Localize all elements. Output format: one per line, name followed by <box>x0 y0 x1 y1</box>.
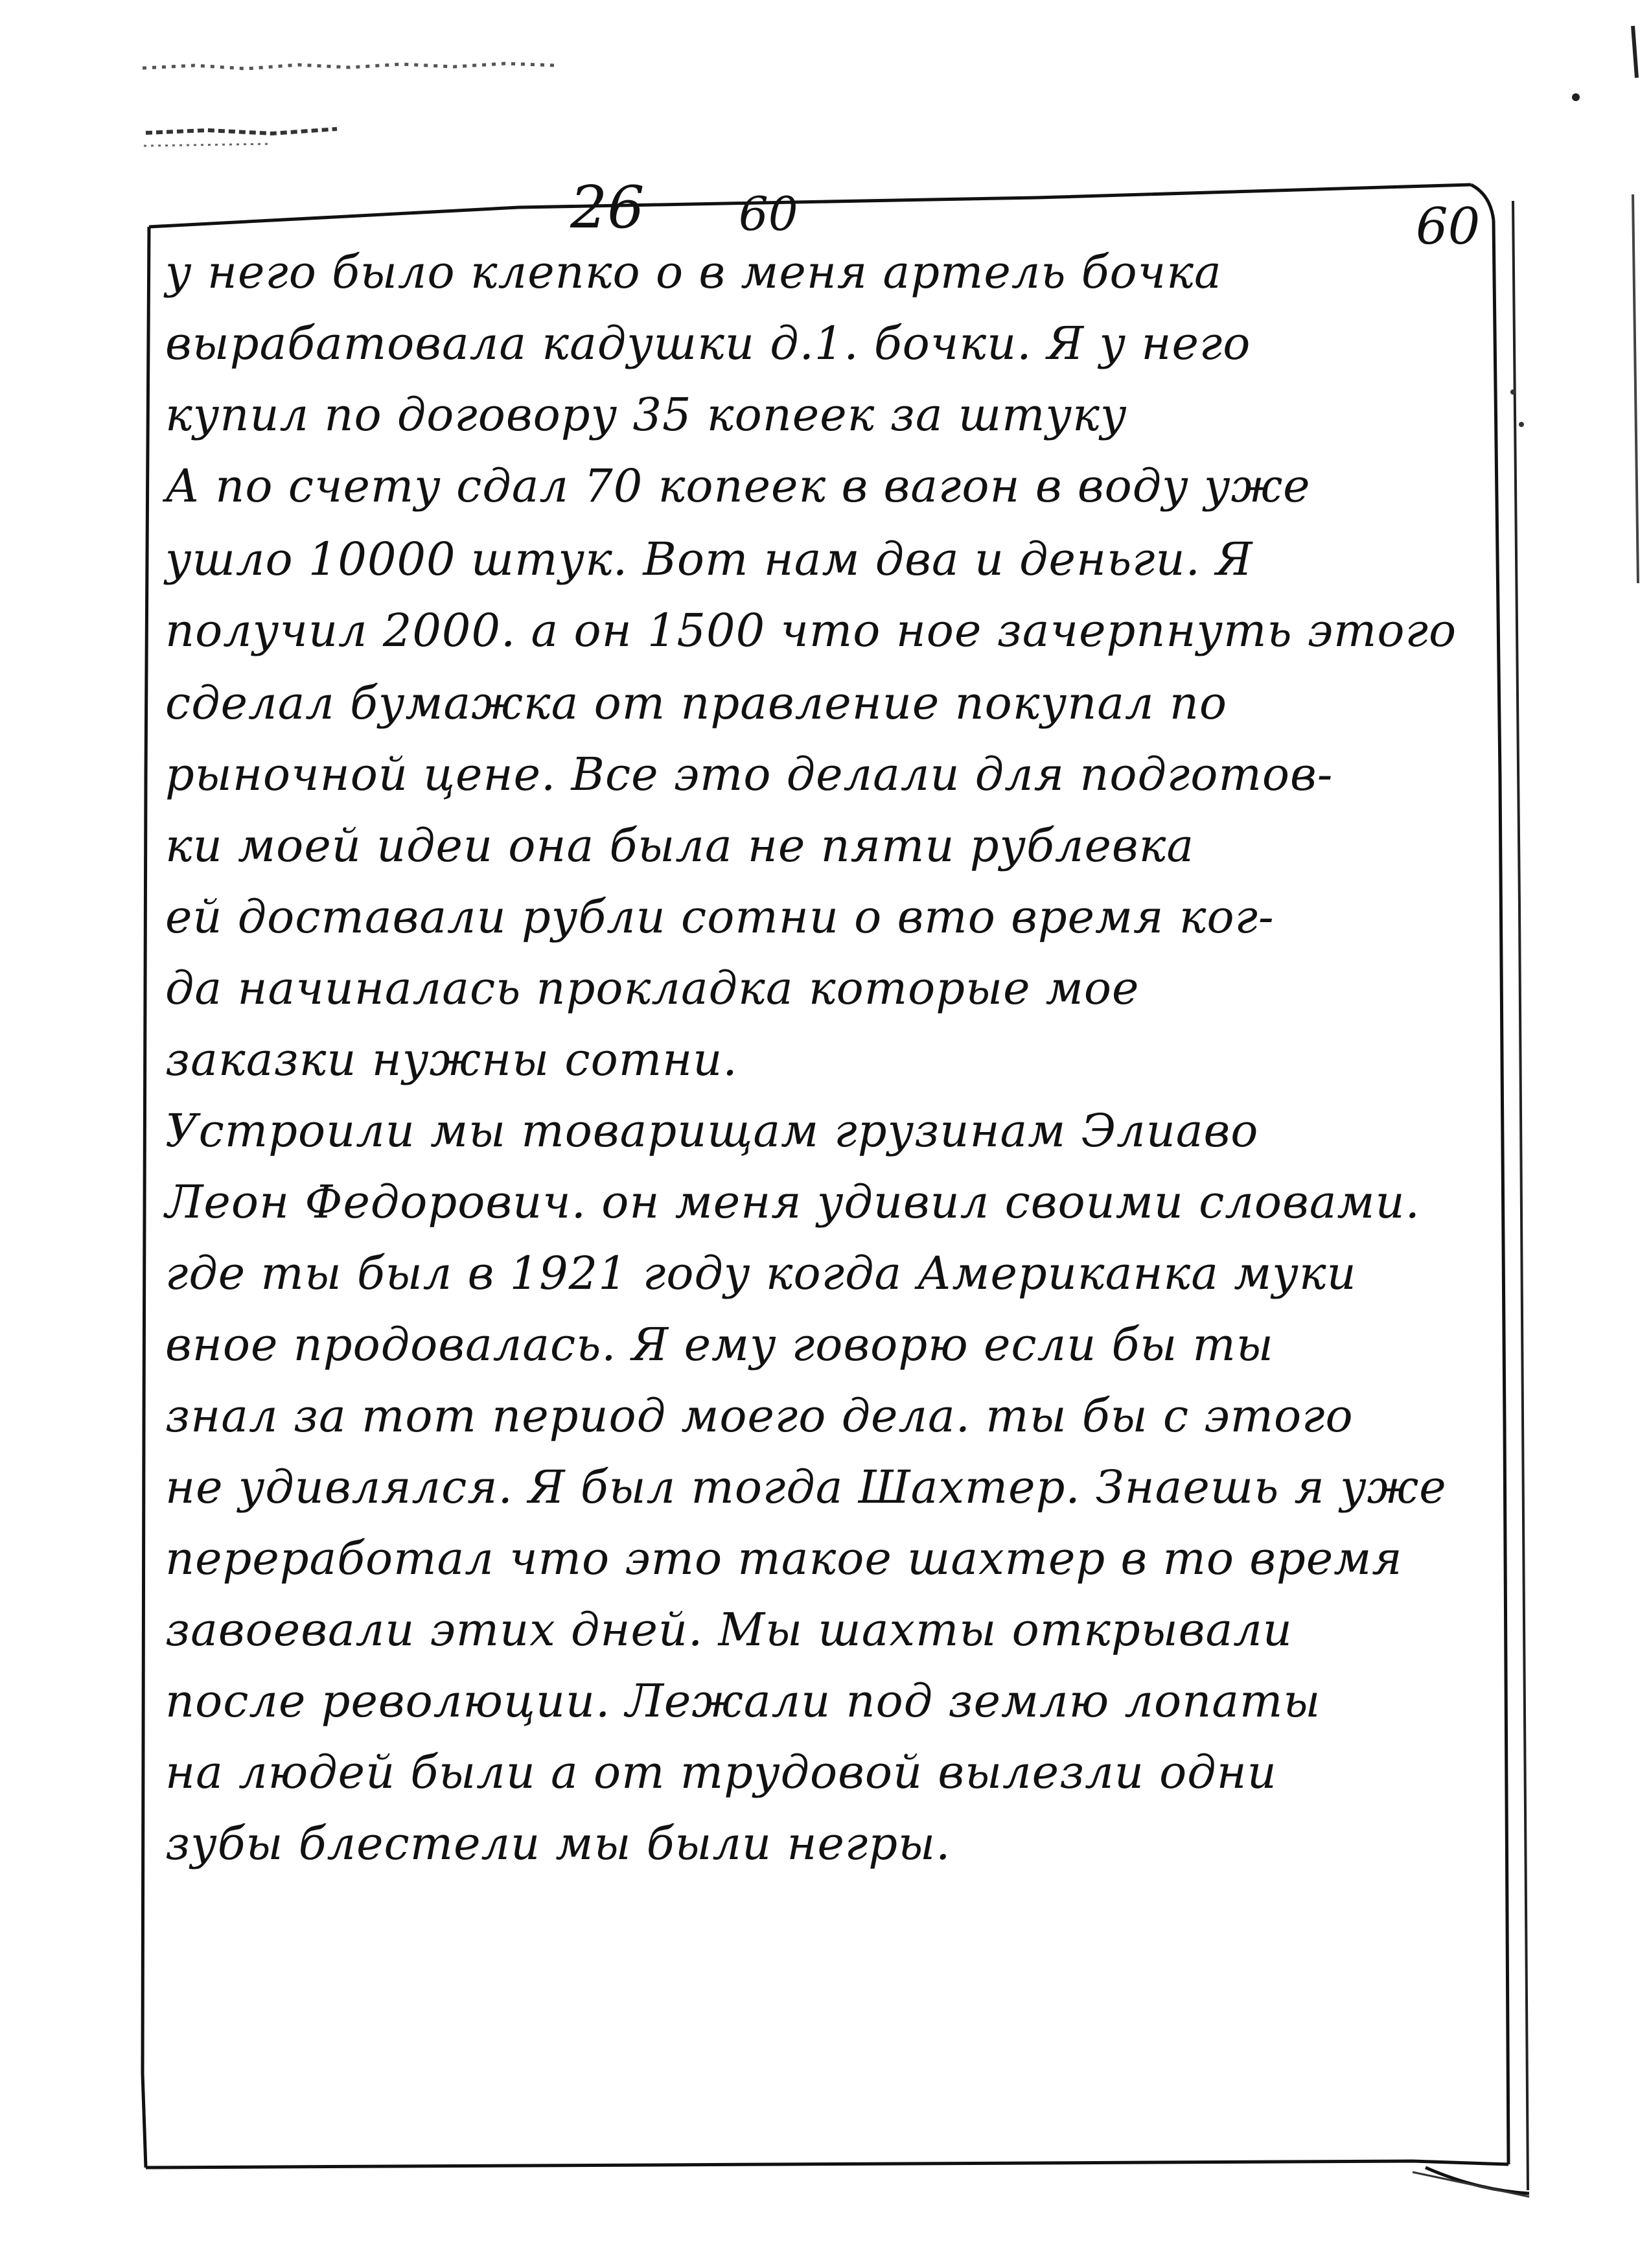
text-line: получил 2000. а он 1500 что ное зачерпнуть этого <box>165 604 1457 657</box>
text-line: где ты был в 1921 году когда Американка муки <box>165 1247 1357 1300</box>
text-line: сделал бумажка от правление покупал по <box>165 677 1228 730</box>
text-line: после революции. Лежали под землю лопаты <box>165 1674 1321 1728</box>
page-number-center: 60 <box>739 187 798 241</box>
text-line: рыночной цене. Все это делали для подготов- <box>165 748 1334 801</box>
text-line: Устроили мы товарищам грузинам Элиаво <box>165 1104 1259 1157</box>
text-line: на людей были а от трудовой вылезли одни <box>165 1746 1277 1799</box>
text-line: вырабатовала кадушки д.1. бочки. Я у него <box>165 317 1251 370</box>
text-line: не удивлялся. Я был тогда Шахтер. Знаешь я уже <box>165 1461 1447 1514</box>
text-line: А по счету сдал 70 копеек в вагон в воду уже <box>165 459 1311 513</box>
text-line: завоевали этих дней. Мы шахты открывали <box>165 1603 1293 1656</box>
text-line: у него было клепко о в меня артель бочка <box>165 246 1222 299</box>
text-line: ей доставали рубли сотни о вто время ког- <box>165 890 1275 943</box>
page-number-right: 60 <box>1416 198 1481 256</box>
text-line: зубы блестели мы были негры. <box>165 1817 951 1870</box>
text-line: ушло 10000 штук. Вот нам два и деньги. Я <box>165 533 1253 586</box>
text-line: переработал что это такое шахтер в то время <box>165 1532 1403 1585</box>
text-line: купил по договору 35 копеек за штуку <box>165 388 1127 441</box>
text-line: вное продовалась. Я ему говорю если бы ты <box>165 1318 1274 1371</box>
text-line: Леон Федорович. он меня удивил своими словами. <box>165 1175 1420 1229</box>
page-number-left: 26 <box>570 174 645 242</box>
text-line: заказки нужны сотни. <box>165 1033 738 1086</box>
text-line: ки моей идеи она была не пяти рублевка <box>165 819 1195 872</box>
text-line: знал за тот период моего дела. ты бы с этого <box>165 1389 1354 1442</box>
text-line: да начиналась прокладка которые мое <box>165 962 1140 1015</box>
